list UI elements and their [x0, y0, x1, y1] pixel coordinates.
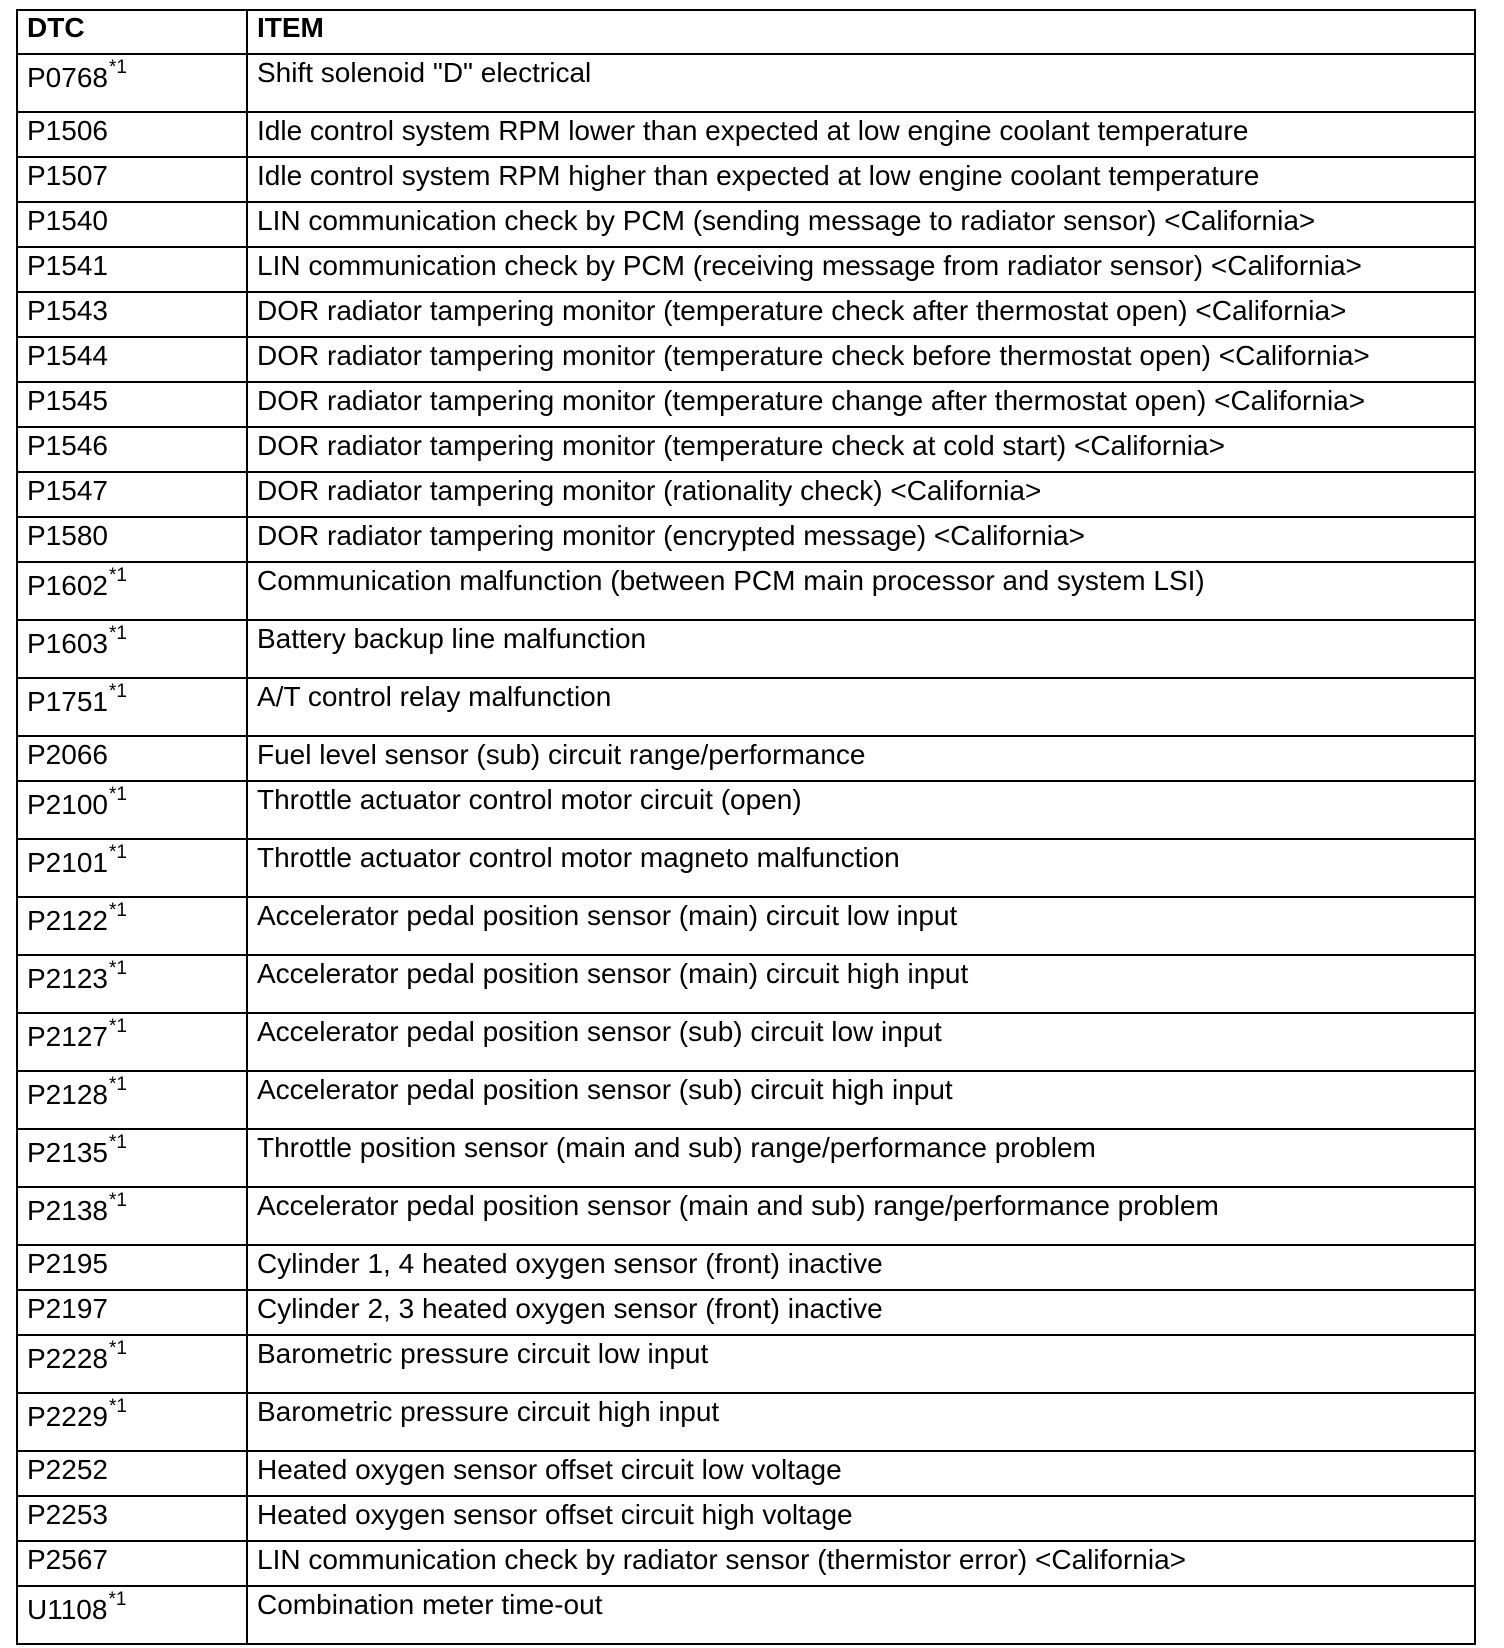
- dtc-code: P2138: [27, 1195, 108, 1226]
- table-row: [17, 1496, 1475, 1541]
- dtc-code: P2228: [27, 1343, 108, 1374]
- item-description: Shift solenoid "D" electrical: [247, 54, 1475, 112]
- item-description: Cylinder 1, 4 heated oxygen sensor (front) inactive: [247, 1245, 1475, 1290]
- item-description: Accelerator pedal position sensor (main and sub) range/performance problem: [247, 1187, 1475, 1245]
- dtc-code: P0768: [27, 62, 108, 93]
- dtc-cell: [17, 1245, 247, 1290]
- table-row: [17, 1393, 1475, 1451]
- footnote-marker: *1: [108, 623, 127, 644]
- footnote-marker: *1: [108, 1190, 127, 1211]
- table-row: [17, 1071, 1475, 1129]
- dtc-cell: [17, 202, 247, 247]
- dtc-code: P1507: [27, 160, 108, 191]
- dtc-cell: [17, 517, 247, 562]
- dtc-code: P1544: [27, 340, 108, 371]
- table-body: [17, 54, 1475, 1644]
- dtc-cell: [17, 54, 247, 112]
- dtc-code: P2567: [27, 1544, 108, 1575]
- table-row: [17, 897, 1475, 955]
- footnote-marker: *1: [108, 784, 127, 805]
- table-row: [17, 1187, 1475, 1245]
- dtc-cell: [17, 1541, 247, 1586]
- dtc-table: [16, 9, 1476, 1645]
- table-row: [17, 736, 1475, 781]
- dtc-code: P1545: [27, 385, 108, 416]
- dtc-cell: [17, 1187, 247, 1245]
- dtc-cell: [17, 1335, 247, 1393]
- dtc-cell: [17, 1129, 247, 1187]
- dtc-code: P1751: [27, 686, 108, 717]
- table-row: [17, 157, 1475, 202]
- table-row: [17, 382, 1475, 427]
- dtc-code: P1506: [27, 115, 108, 146]
- item-description: DOR radiator tampering monitor (temperature change after thermostat open) <California>: [247, 382, 1475, 427]
- item-description: DOR radiator tampering monitor (rationality check) <California>: [247, 472, 1475, 517]
- dtc-cell: [17, 157, 247, 202]
- item-description: Idle control system RPM higher than expected at low engine coolant temperature: [247, 157, 1475, 202]
- item-description: Throttle position sensor (main and sub) range/performance problem: [247, 1129, 1475, 1187]
- table-row: [17, 955, 1475, 1013]
- dtc-cell: [17, 562, 247, 620]
- footnote-marker: *1: [108, 1016, 127, 1037]
- table-row: [17, 112, 1475, 157]
- footnote-marker: *1: [108, 842, 127, 863]
- dtc-code: P2123: [27, 963, 108, 994]
- table-row: [17, 781, 1475, 839]
- footnote-marker: *1: [108, 681, 127, 702]
- dtc-cell: [17, 427, 247, 472]
- footnote-marker: *1: [108, 958, 127, 979]
- table-row: [17, 337, 1475, 382]
- dtc-code: P1541: [27, 250, 108, 281]
- footnote-marker: *1: [108, 900, 127, 921]
- dtc-code: P2197: [27, 1293, 108, 1324]
- footnote-marker: *1: [108, 1132, 127, 1153]
- dtc-code: P2253: [27, 1499, 108, 1530]
- dtc-code: P2128: [27, 1079, 108, 1110]
- footnote-marker: *1: [108, 57, 127, 78]
- item-description: Fuel level sensor (sub) circuit range/performance: [247, 736, 1475, 781]
- dtc-cell: [17, 897, 247, 955]
- item-description: DOR radiator tampering monitor (temperature check after thermostat open) <California>: [247, 292, 1475, 337]
- table-row: [17, 517, 1475, 562]
- dtc-cell: [17, 620, 247, 678]
- item-description: DOR radiator tampering monitor (temperature check before thermostat open) <California>: [247, 337, 1475, 382]
- footnote-marker: *1: [108, 565, 127, 586]
- footnote-marker: *1: [108, 1396, 127, 1417]
- dtc-code: P1540: [27, 205, 108, 236]
- item-description: Heated oxygen sensor offset circuit high voltage: [247, 1496, 1475, 1541]
- dtc-cell: [17, 1013, 247, 1071]
- item-description: A/T control relay malfunction: [247, 678, 1475, 736]
- dtc-cell: [17, 382, 247, 427]
- item-description: Combination meter time-out: [247, 1586, 1475, 1644]
- table-row: [17, 202, 1475, 247]
- item-description: Throttle actuator control motor circuit (open): [247, 781, 1475, 839]
- dtc-code: P1580: [27, 520, 108, 551]
- dtc-code: P2122: [27, 905, 108, 936]
- dtc-cell: [17, 781, 247, 839]
- item-description: LIN communication check by PCM (receiving message from radiator sensor) <California>: [247, 247, 1475, 292]
- dtc-cell: [17, 472, 247, 517]
- table-row: [17, 54, 1475, 112]
- item-description: Heated oxygen sensor offset circuit low voltage: [247, 1451, 1475, 1496]
- dtc-cell: [17, 1586, 247, 1644]
- item-description: DOR radiator tampering monitor (encrypted message) <California>: [247, 517, 1475, 562]
- item-description: Accelerator pedal position sensor (sub) circuit high input: [247, 1071, 1475, 1129]
- footnote-marker: *1: [108, 1589, 127, 1610]
- table-row: [17, 620, 1475, 678]
- item-description: Barometric pressure circuit low input: [247, 1335, 1475, 1393]
- item-description: DOR radiator tampering monitor (temperature check at cold start) <California>: [247, 427, 1475, 472]
- dtc-cell: [17, 955, 247, 1013]
- table-row: [17, 472, 1475, 517]
- dtc-code: P1602: [27, 570, 108, 601]
- table-row: [17, 292, 1475, 337]
- table-row: [17, 1290, 1475, 1335]
- dtc-code: P2066: [27, 739, 108, 770]
- table-row: [17, 1129, 1475, 1187]
- dtc-code: P2195: [27, 1248, 108, 1279]
- table-row: [17, 1541, 1475, 1586]
- item-description: Accelerator pedal position sensor (main) circuit high input: [247, 955, 1475, 1013]
- dtc-code: P2229: [27, 1401, 108, 1432]
- dtc-cell: [17, 292, 247, 337]
- dtc-code: P2252: [27, 1454, 108, 1485]
- dtc-cell: [17, 678, 247, 736]
- item-description: Barometric pressure circuit high input: [247, 1393, 1475, 1451]
- dtc-column-header: DTC: [17, 10, 247, 54]
- footnote-marker: *1: [108, 1074, 127, 1095]
- dtc-code: U1108: [27, 1594, 108, 1625]
- table-row: [17, 247, 1475, 292]
- dtc-cell: [17, 1071, 247, 1129]
- table-row: [17, 1335, 1475, 1393]
- item-description: Accelerator pedal position sensor (sub) circuit low input: [247, 1013, 1475, 1071]
- table-row: [17, 839, 1475, 897]
- item-description: LIN communication check by radiator sensor (thermistor error) <California>: [247, 1541, 1475, 1586]
- dtc-code: P2100: [27, 789, 108, 820]
- item-description: Throttle actuator control motor magneto malfunction: [247, 839, 1475, 897]
- dtc-cell: [17, 1290, 247, 1335]
- dtc-cell: [17, 337, 247, 382]
- dtc-code: P2135: [27, 1137, 108, 1168]
- table-row: [17, 678, 1475, 736]
- footnote-marker: *1: [108, 1338, 127, 1359]
- dtc-code: P1603: [27, 628, 108, 659]
- item-description: Cylinder 2, 3 heated oxygen sensor (front) inactive: [247, 1290, 1475, 1335]
- dtc-cell: [17, 839, 247, 897]
- table-header-row: [17, 10, 1475, 54]
- dtc-code: P2101: [27, 847, 108, 878]
- dtc-code: P1543: [27, 295, 108, 326]
- dtc-cell: [17, 247, 247, 292]
- item-description: Idle control system RPM lower than expected at low engine coolant temperature: [247, 112, 1475, 157]
- item-description: Accelerator pedal position sensor (main) circuit low input: [247, 897, 1475, 955]
- item-description: Battery backup line malfunction: [247, 620, 1475, 678]
- table-row: [17, 1451, 1475, 1496]
- item-column-header: ITEM: [247, 10, 1475, 54]
- dtc-cell: [17, 112, 247, 157]
- table-row: [17, 1245, 1475, 1290]
- table-row: [17, 562, 1475, 620]
- dtc-cell: [17, 1496, 247, 1541]
- item-description: Communication malfunction (between PCM main processor and system LSI): [247, 562, 1475, 620]
- dtc-code: P2127: [27, 1021, 108, 1052]
- dtc-cell: [17, 1393, 247, 1451]
- table-row: [17, 1586, 1475, 1644]
- dtc-code: P1547: [27, 475, 108, 506]
- table-row: [17, 1013, 1475, 1071]
- dtc-code: P1546: [27, 430, 108, 461]
- dtc-cell: [17, 1451, 247, 1496]
- item-description: LIN communication check by PCM (sending message to radiator sensor) <California>: [247, 202, 1475, 247]
- table-row: [17, 427, 1475, 472]
- dtc-cell: [17, 736, 247, 781]
